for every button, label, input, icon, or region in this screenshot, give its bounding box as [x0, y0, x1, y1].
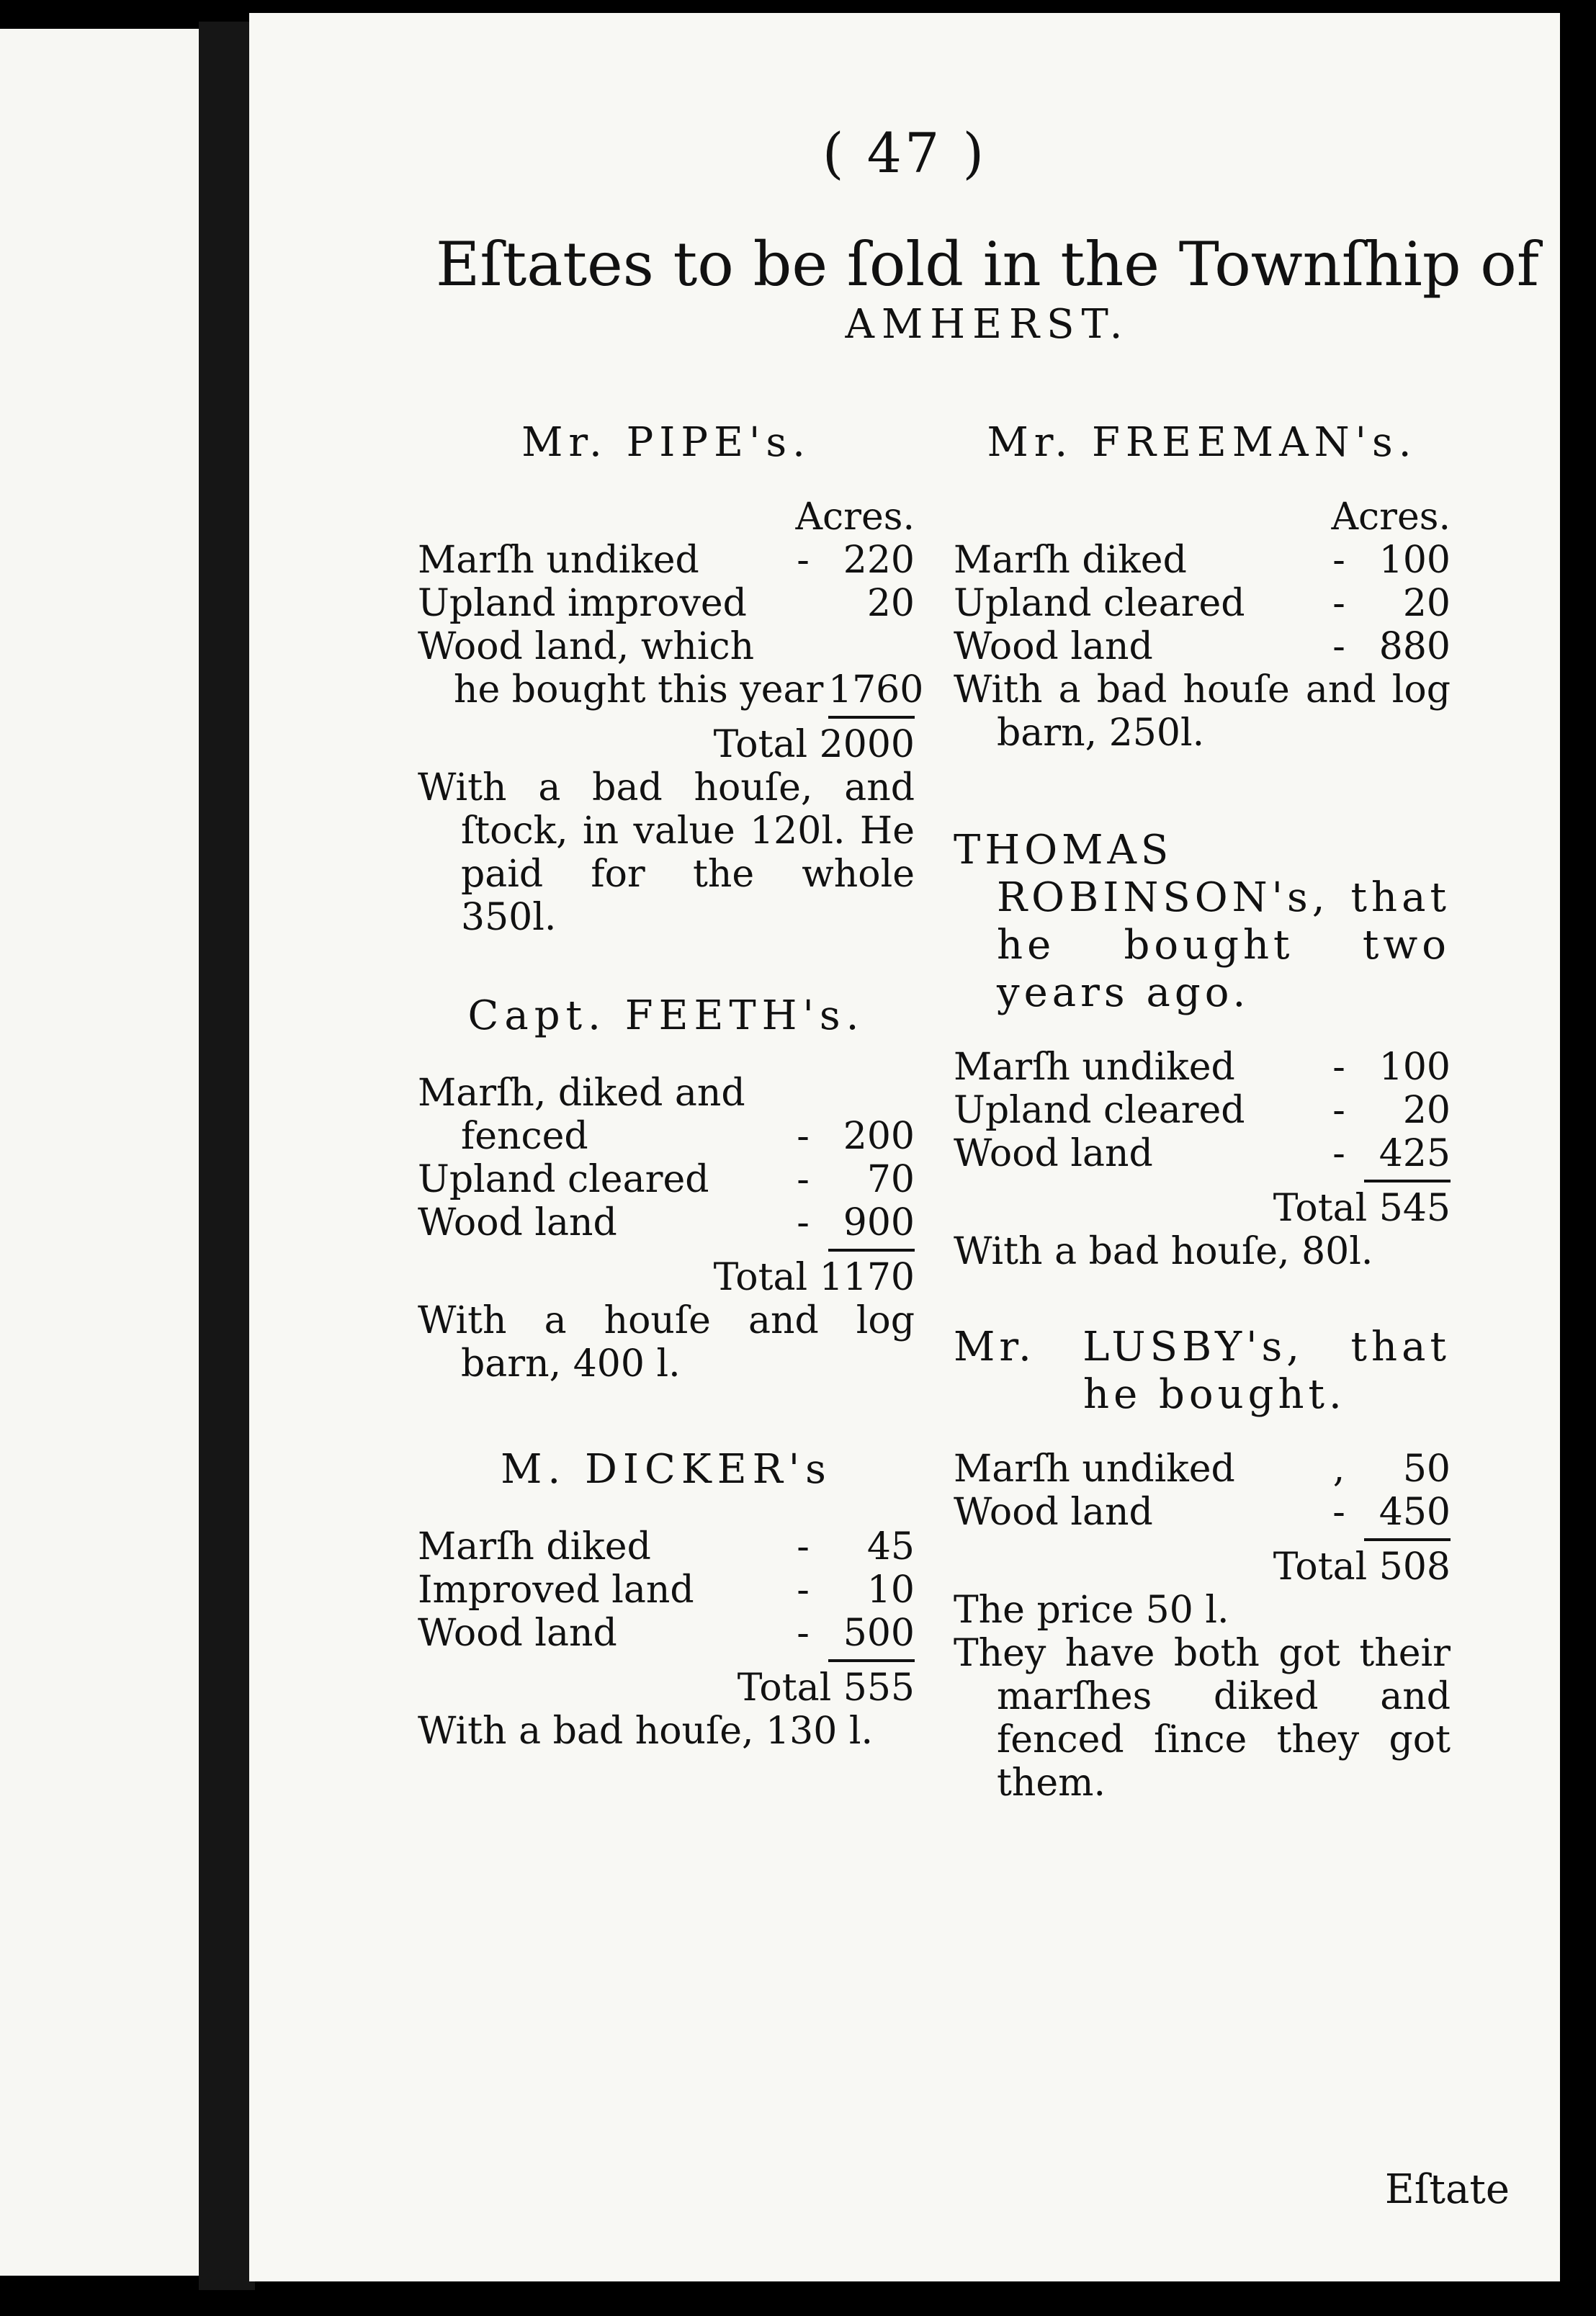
estate-note: They have both got their marſhes diked and fenced ſince they got them.	[954, 1632, 1451, 1805]
facing-page	[0, 29, 216, 2276]
table-row	[418, 582, 915, 625]
book-page	[249, 13, 1560, 2281]
estate-total: Total 508	[1273, 1545, 1451, 1589]
page-subtitle: AMHERST.	[845, 301, 1130, 348]
table-row: Marſh undiked - 220	[418, 539, 915, 582]
row-value: 100	[1378, 1046, 1451, 1089]
row-label: Upland cleared	[954, 582, 1245, 625]
estate-note: With a houſe and log barn, 400 l.	[418, 1299, 915, 1386]
table-row: Wood land - 500	[418, 1612, 915, 1655]
row-value: 20	[866, 582, 915, 625]
row-label: Wood land	[418, 1612, 617, 1655]
estate-heading: THOMAS ROBINSON's, that he bought two years ago.	[954, 827, 1451, 1016]
row-label: Marſh diked	[418, 1525, 651, 1568]
estate-pipe	[418, 416, 924, 939]
row-value: 1760	[828, 668, 924, 712]
row-label: Wood land, which	[418, 625, 755, 668]
estate-freeman	[954, 416, 1451, 755]
table-row	[418, 1072, 915, 1115]
row-label: fenced	[461, 1115, 588, 1158]
estate-note: With a bad houſe, and ſtock, in value 120l. He paid for the whole 350l.	[418, 766, 915, 939]
table-row: Wood land - 425	[954, 1132, 1451, 1175]
table-row: Marſh diked - 45	[418, 1525, 915, 1568]
estate-heading: Mr. LUSBY's, that he bought.	[954, 1324, 1451, 1418]
row-value: 100	[1378, 539, 1451, 582]
estate-heading: Mr. FREEMAN's.	[987, 419, 1417, 466]
table-row: Upland cleared - 20	[954, 1089, 1451, 1132]
row-label: Marſh undiked	[954, 1046, 1235, 1089]
row-label: he bought this year	[454, 668, 824, 712]
row-value: 10	[866, 1568, 915, 1612]
estate-note: With a bad houſe, 80l.	[954, 1230, 1373, 1273]
estate-total: Total 1170	[713, 1256, 915, 1299]
row-value: 425	[1378, 1132, 1451, 1175]
row-label: Wood land	[954, 1491, 1153, 1534]
table-row	[418, 625, 915, 668]
total-rule	[1364, 1538, 1451, 1541]
estate-heading: Capt. FEETH's.	[467, 992, 865, 1039]
row-value: 20	[1402, 582, 1451, 625]
table-row: Upland cleared - 20	[954, 582, 1451, 625]
acres-header: Acres.	[795, 495, 915, 539]
row-label: Wood land	[954, 1132, 1153, 1175]
table-row: Marſh undiked - 100	[954, 1046, 1451, 1089]
row-value	[828, 1072, 915, 1115]
estate-lusby	[954, 1324, 1451, 1805]
estate-robinson	[954, 827, 1451, 1273]
row-label: Marſh, diked and	[418, 1072, 745, 1115]
table-row	[418, 668, 924, 712]
table-row: Upland cleared - 70	[418, 1158, 915, 1201]
estate-price: The price 50 l.	[954, 1589, 1229, 1632]
estate-note: With a bad houſe, 130 l.	[418, 1710, 874, 1753]
estate-total: Total 555	[737, 1666, 915, 1710]
row-value: 20	[1402, 1089, 1451, 1132]
row-value: 450	[1378, 1491, 1451, 1534]
table-row: Improved land - 10	[418, 1568, 915, 1612]
row-value: 50	[1402, 1448, 1451, 1491]
row-value	[828, 625, 915, 668]
table-row: Marſh undiked , 50	[954, 1448, 1451, 1491]
total-rule	[1364, 1180, 1451, 1182]
estate-heading: Mr. PIPE's.	[521, 419, 811, 466]
estate-total: Total 545	[1273, 1187, 1451, 1230]
table-row: Wood land - 900	[418, 1201, 915, 1244]
row-value: 70	[866, 1158, 915, 1201]
estate-total: Total 2000	[713, 723, 915, 766]
page-title: Eſtates to be ſold in the Townſhip of	[436, 229, 1539, 300]
total-rule	[828, 716, 915, 719]
row-value: 220	[843, 539, 915, 582]
total-rule	[828, 1659, 915, 1662]
estate-heading: M. DICKER's	[501, 1446, 832, 1493]
table-row: fenced - 200	[461, 1115, 915, 1158]
estate-feeth	[418, 989, 915, 1386]
row-label: Improved land	[418, 1568, 694, 1612]
estate-dicker	[418, 1443, 915, 1753]
right-column	[954, 416, 1451, 1805]
row-label: Upland improved	[418, 582, 747, 625]
left-column	[418, 416, 924, 1753]
table-row: Marſh diked - 100	[954, 539, 1451, 582]
row-label: Marſh undiked	[954, 1448, 1235, 1491]
page-number: ( 47 )	[822, 121, 987, 185]
table-row: Wood land - 880	[954, 625, 1451, 668]
row-value: 900	[843, 1201, 915, 1244]
catchword: Eſtate	[1384, 2166, 1510, 2213]
estate-note: With a bad houſe and log barn, 250l.	[954, 668, 1451, 755]
row-label: Upland cleared	[418, 1158, 709, 1201]
row-label: Upland cleared	[954, 1089, 1245, 1132]
row-value: 880	[1378, 625, 1451, 668]
row-label: Wood land	[418, 1201, 617, 1244]
row-label: Wood land	[954, 625, 1153, 668]
book-gutter	[199, 22, 255, 2290]
table-row: Wood land - 450	[954, 1491, 1451, 1534]
total-rule	[828, 1249, 915, 1252]
acres-header: Acres.	[1331, 495, 1451, 539]
row-value: 500	[843, 1612, 915, 1655]
row-label: Marſh undiked	[418, 539, 699, 582]
row-value: 200	[843, 1115, 915, 1158]
row-label: Marſh diked	[954, 539, 1187, 582]
row-value: 45	[866, 1525, 915, 1568]
